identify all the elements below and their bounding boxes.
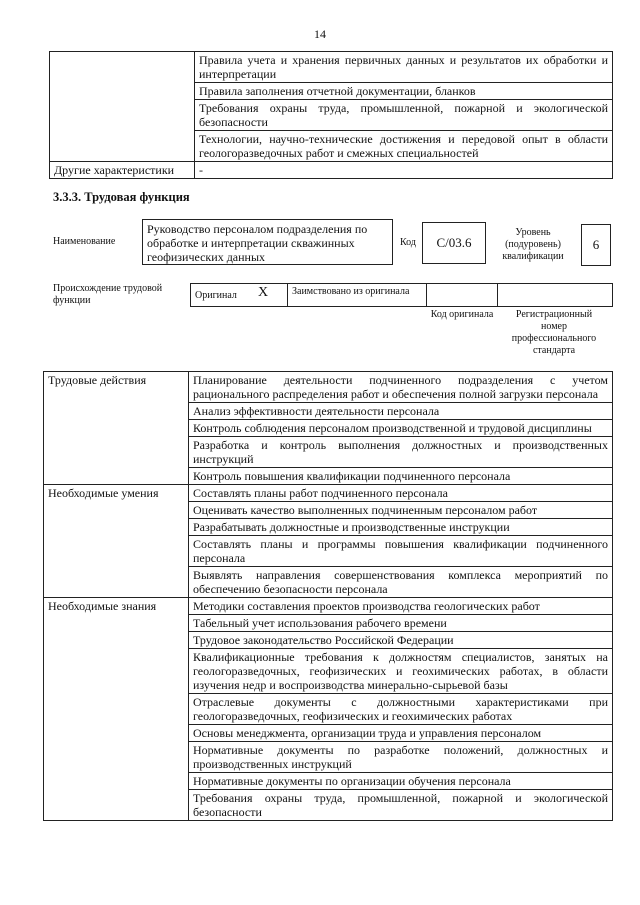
- labor-action-item: Разработка и контроль выполнения должностных и производственных инструкций: [189, 437, 613, 468]
- reg-number-caption: Регистрационный номер профессионального стандарта: [511, 309, 597, 356]
- reg-number-cell: [497, 283, 613, 307]
- skill-item: Составлять планы и программы повышения квалификации подчиненного персонала: [189, 536, 613, 567]
- skill-item: Оценивать качество выполненных подчиненным персоналом работ: [189, 502, 613, 519]
- knowledge-item: Правила заполнения отчетной документации, бланков: [195, 83, 613, 100]
- other-characteristics-label: Другие характеристики: [50, 162, 195, 179]
- code-original-cell: [426, 283, 498, 307]
- code-original-caption: Код оригинала: [430, 309, 494, 320]
- knowledge-item: Трудовое законодательство Российской Федерации: [189, 632, 613, 649]
- other-characteristics-value: -: [195, 162, 613, 179]
- qualification-level-box: 6: [581, 224, 611, 266]
- labor-action-item: Контроль повышения квалификации подчиненного персонала: [189, 468, 613, 485]
- knowledge-item: Отраслевые документы с должностными характеристиками при геологоразведочных, геофизических и геохимических работах: [189, 694, 613, 725]
- code-label: Код: [400, 237, 416, 248]
- knowledge-item: Нормативные документы по разработке положений, должностных и производственных инструкций: [189, 742, 613, 773]
- knowledge-item: Правила учета и хранения первичных данных и результатов их обработки и интерпретации: [195, 52, 613, 83]
- knowledge-item: Методики составления проектов производства геологических работ: [189, 598, 613, 615]
- level-label: Уровень (подуровень) квалификации: [502, 227, 564, 262]
- knowledge-item: Нормативные документы по организации обучения персонала: [189, 773, 613, 790]
- category-required-knowledge: Необходимые знания: [44, 598, 189, 821]
- page-number: 14: [314, 27, 326, 41]
- knowledge-item: Требования охраны труда, промышленной, пожарной и экологической безопасности: [195, 100, 613, 131]
- skill-item: Составлять планы работ подчиненного персонала: [189, 485, 613, 502]
- original-mark: X: [258, 285, 269, 300]
- labor-action-item: Анализ эффективности деятельности персонала: [189, 403, 613, 420]
- knowledge-item: Основы менеджмента, организации труда и управления персоналом: [189, 725, 613, 742]
- empty-category-cell: [50, 52, 195, 162]
- knowledge-item: Квалификационные требования к должностям специалистов, занятых на геологоразведочных, геофизических и геохимических работах, в области изучения недр и воспроизводства минерально-сырьевой базы: [189, 649, 613, 694]
- function-name-box: Руководство персоналом подразделения по обработке и интерпретации скважинных геофизических данных: [142, 219, 393, 265]
- knowledge-item: Технологии, научно-технические достижения и передовой опыт в области геологоразведочных работ и смежных специальностей: [195, 131, 613, 162]
- labor-action-item: Контроль соблюдения персоналом производственной и трудовой дисциплины: [189, 420, 613, 437]
- top-continuation-table: [49, 51, 613, 179]
- original-cell: [190, 283, 288, 307]
- function-code-box: С/03.6: [422, 222, 486, 264]
- section-heading: 3.3.3. Трудовая функция: [53, 190, 190, 204]
- labor-action-item: Планирование деятельности подчиненного подразделения с учетом рационального распределения работ и обеспечения полной загрузки персонала: [189, 372, 613, 403]
- function-details-table: [43, 371, 613, 821]
- original-label: Оригинал: [195, 290, 237, 301]
- knowledge-item: Требования охраны труда, промышленной, пожарной и экологической безопасности: [189, 790, 613, 821]
- skill-item: Выявлять направления совершенствования комплекса мероприятий по обеспечению безопасности персонала: [189, 567, 613, 598]
- category-labor-actions: Трудовые действия: [44, 372, 189, 485]
- category-required-skills: Необходимые умения: [44, 485, 189, 598]
- borrowed-cell: Заимствовано из оригинала: [287, 283, 427, 307]
- name-label: Наименование: [53, 236, 116, 247]
- origin-label: Происхождение трудовой функции: [53, 283, 163, 306]
- skill-item: Разрабатывать должностные и производственные инструкции: [189, 519, 613, 536]
- knowledge-item: Табельный учет использования рабочего времени: [189, 615, 613, 632]
